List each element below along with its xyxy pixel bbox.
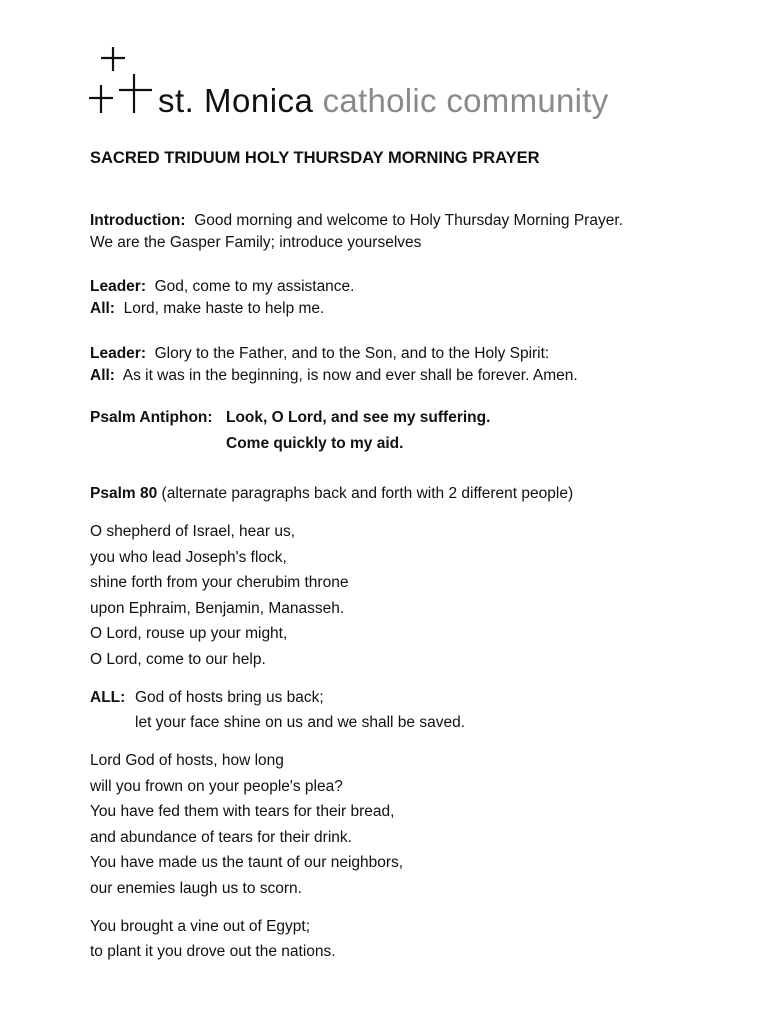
all-line-1 xyxy=(90,299,324,319)
stanza1-line: O Lord, rouse up your might, xyxy=(90,625,288,642)
page-title: SACRED TRIDUUM HOLY THURSDAY MORNING PRAYER xyxy=(90,149,540,167)
stanza3-line: to plant it you drove out the nations. xyxy=(90,943,336,960)
stanza2-line: You have fed them with tears for their bread, xyxy=(90,803,395,820)
refrain-line-2: let your face shine on us and we shall be saved. xyxy=(135,714,466,731)
stanza1-line: O Lord, come to our help. xyxy=(90,651,266,668)
logo xyxy=(86,40,726,130)
stanza1-line: you who lead Joseph's flock, xyxy=(90,549,287,566)
three-crosses-icon xyxy=(86,40,156,120)
leader-line-2 xyxy=(90,344,549,364)
leader-label: Leader: xyxy=(90,345,146,362)
intro-line-2: We are the Gasper Family; introduce yourselves xyxy=(90,234,422,251)
stanza2-line: will you frown on your people's plea? xyxy=(90,778,343,795)
all-line-2 xyxy=(90,366,578,386)
psalm-note: (alternate paragraphs back and forth with 2 different people) xyxy=(161,485,574,502)
stanza1-line: upon Ephraim, Benjamin, Manasseh. xyxy=(90,600,345,617)
antiphon-label: Psalm Antiphon: xyxy=(90,409,213,426)
stanza2-line: our enemies laugh us to scorn. xyxy=(90,880,302,897)
stanza2-line: You have made us the taunt of our neighbors, xyxy=(90,854,404,871)
logo-name: st. Monica xyxy=(158,82,314,119)
leader-text: Glory to the Father, and to the Son, and to the Holy Spirit: xyxy=(154,345,550,362)
all-label: All: xyxy=(90,300,115,317)
stanza3-line: You brought a vine out of Egypt; xyxy=(90,918,311,935)
intro-line-1 xyxy=(90,211,623,231)
all-text: As it was in the beginning, is now and ever shall be forever. Amen. xyxy=(122,367,578,384)
refrain-line-1: God of hosts bring us back; xyxy=(135,689,324,706)
logo-tagline: catholic community xyxy=(322,82,609,119)
leader-label: Leader: xyxy=(90,278,146,295)
all-text: Lord, make haste to help me. xyxy=(123,300,325,317)
stanza1-line: O shepherd of Israel, hear us, xyxy=(90,523,296,540)
antiphon-line-2: Come quickly to my aid. xyxy=(226,435,404,452)
stanza2-line: Lord God of hosts, how long xyxy=(90,752,284,769)
refrain-label: ALL: xyxy=(90,689,126,706)
antiphon-line-1: Look, O Lord, and see my suffering. xyxy=(226,409,491,426)
leader-text: God, come to my assistance. xyxy=(154,278,355,295)
stanza2-line: and abundance of tears for their drink. xyxy=(90,829,352,846)
intro-text-1: Good morning and welcome to Holy Thursday Morning Prayer. xyxy=(194,212,623,229)
stanza1-line: shine forth from your cherubim throne xyxy=(90,574,349,591)
psalm-heading xyxy=(90,484,573,504)
psalm-label: Psalm 80 xyxy=(90,485,158,502)
leader-line-1 xyxy=(90,277,354,297)
all-label: All: xyxy=(90,367,115,384)
intro-label: Introduction: xyxy=(90,212,186,229)
